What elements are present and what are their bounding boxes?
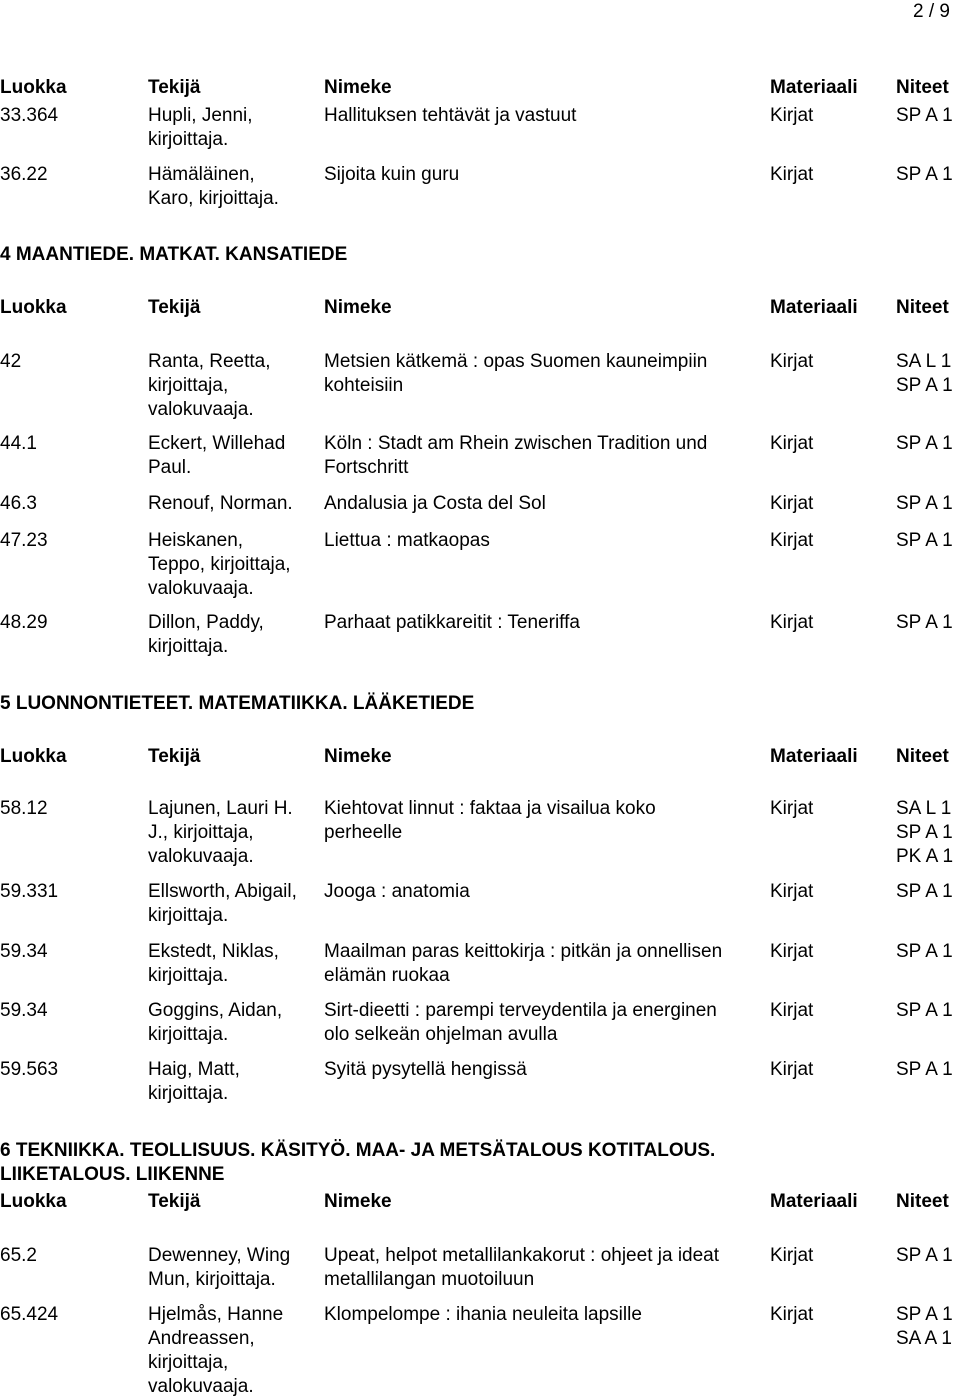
row-tekija: kirjoittaja. (148, 1024, 229, 1045)
row-luokka: 59.331 (0, 881, 59, 902)
row-nimeke: Hallituksen tehtävät ja vastuut (324, 105, 577, 126)
column-header-nimeke: Nimeke (324, 297, 392, 318)
row-nimeke: Jooga : anatomia (324, 881, 470, 902)
row-tekija: Mun, kirjoittaja. (148, 1269, 276, 1290)
row-tekija: Lajunen, Lauri H. (148, 798, 293, 819)
row-tekija: valokuvaaja. (148, 1376, 254, 1397)
row-tekija: Heiskanen, (148, 530, 244, 551)
row-luokka: 59.34 (0, 941, 48, 962)
column-header-niteet: Niteet (896, 77, 949, 98)
page-number: 2 / 9 (913, 1, 950, 22)
row-nimeke: Sirt-dieetti : parempi terveydentila ja energinen (324, 1000, 717, 1021)
column-header-nimeke: Nimeke (324, 746, 392, 767)
row-materiaali: Kirjat (770, 941, 814, 962)
row-nimeke: perheelle (324, 822, 403, 843)
row-nimeke: metallilangan muotoiluun (324, 1269, 535, 1290)
row-materiaali: Kirjat (770, 105, 814, 126)
row-nimeke: Köln : Stadt am Rhein zwischen Tradition und (324, 433, 708, 454)
row-materiaali: Kirjat (770, 1059, 814, 1080)
row-nimeke: Kiehtovat linnut : faktaa ja visailua koko (324, 798, 656, 819)
column-header-luokka: Luokka (0, 297, 67, 318)
row-tekija: Dewenney, Wing (148, 1245, 291, 1266)
row-tekija: Paul. (148, 457, 192, 478)
row-tekija: Hämäläinen, (148, 164, 255, 185)
section-title: 4 MAANTIEDE. MATKAT. KANSATIEDE (0, 244, 348, 265)
row-luokka: 59.563 (0, 1059, 59, 1080)
row-luokka: 46.3 (0, 493, 37, 514)
column-header-tekija: Tekijä (148, 77, 201, 98)
row-tekija: Goggins, Aidan, (148, 1000, 283, 1021)
row-niteet: SP A 1 (896, 1304, 953, 1325)
row-nimeke: Syitä pysytellä hengissä (324, 1059, 527, 1080)
row-nimeke: Parhaat patikkareitit : Teneriffa (324, 612, 580, 633)
row-niteet: SP A 1 (896, 530, 953, 551)
row-tekija: valokuvaaja. (148, 578, 254, 599)
column-header-nimeke: Nimeke (324, 1191, 392, 1212)
row-luokka: 47.23 (0, 530, 48, 551)
section-title: 6 TEKNIIKKA. TEOLLISUUS. KÄSITYÖ. MAA- JA METSÄTALOUS KOTITALOUS. (0, 1140, 716, 1161)
column-header-tekija: Tekijä (148, 297, 201, 318)
row-materiaali: Kirjat (770, 1245, 814, 1266)
row-tekija: valokuvaaja. (148, 846, 254, 867)
row-nimeke: Upeat, helpot metallilankakorut : ohjeet ja ideat (324, 1245, 720, 1266)
row-niteet: SP A 1 (896, 164, 953, 185)
column-header-niteet: Niteet (896, 1191, 949, 1212)
row-materiaali: Kirjat (770, 164, 814, 185)
row-nimeke: Andalusia ja Costa del Sol (324, 493, 546, 514)
section-title: LIIKETALOUS. LIIKENNE (0, 1164, 225, 1185)
row-niteet: SP A 1 (896, 881, 953, 902)
row-niteet: SP A 1 (896, 822, 953, 843)
column-header-niteet: Niteet (896, 297, 949, 318)
row-materiaali: Kirjat (770, 433, 814, 454)
row-niteet: SP A 1 (896, 433, 953, 454)
row-niteet: SP A 1 (896, 1000, 953, 1021)
row-tekija: Hjelmås, Hanne (148, 1304, 284, 1325)
row-tekija: kirjoittaja. (148, 905, 229, 926)
row-materiaali: Kirjat (770, 612, 814, 633)
row-luokka: 44.1 (0, 433, 37, 454)
row-tekija: kirjoittaja. (148, 1083, 229, 1104)
row-nimeke: Sijoita kuin guru (324, 164, 460, 185)
row-materiaali: Kirjat (770, 1000, 814, 1021)
row-materiaali: Kirjat (770, 798, 814, 819)
row-luokka: 36.22 (0, 164, 48, 185)
row-luokka: 48.29 (0, 612, 48, 633)
row-nimeke: Klompelompe : ihania neuleita lapsille (324, 1304, 642, 1325)
row-tekija: kirjoittaja. (148, 965, 229, 986)
column-header-luokka: Luokka (0, 77, 67, 98)
row-tekija: Andreassen, (148, 1328, 255, 1349)
row-niteet: SP A 1 (896, 1245, 953, 1266)
row-nimeke: Metsien kätkemä : opas Suomen kauneimpiin (324, 351, 708, 372)
row-luokka: 58.12 (0, 798, 48, 819)
row-nimeke: kohteisiin (324, 375, 404, 396)
row-tekija: Haig, Matt, (148, 1059, 240, 1080)
column-header-materiaali: Materiaali (770, 77, 858, 98)
row-tekija: kirjoittaja, (148, 1352, 229, 1373)
row-nimeke: Fortschritt (324, 457, 409, 478)
row-materiaali: Kirjat (770, 1304, 814, 1325)
row-materiaali: Kirjat (770, 493, 814, 514)
row-materiaali: Kirjat (770, 530, 814, 551)
row-tekija: valokuvaaja. (148, 399, 254, 420)
row-nimeke: olo selkeän ohjelman avulla (324, 1024, 558, 1045)
column-header-materiaali: Materiaali (770, 297, 858, 318)
row-nimeke: Liettua : matkaopas (324, 530, 490, 551)
row-tekija: kirjoittaja. (148, 129, 229, 150)
column-header-luokka: Luokka (0, 746, 67, 767)
column-header-nimeke: Nimeke (324, 77, 392, 98)
column-header-tekija: Tekijä (148, 746, 201, 767)
column-header-niteet: Niteet (896, 746, 949, 767)
section-title: 5 LUONNONTIETEET. MATEMATIIKKA. LÄÄKETIEDE (0, 693, 475, 714)
row-tekija: Hupli, Jenni, (148, 105, 253, 126)
column-header-materiaali: Materiaali (770, 1191, 858, 1212)
row-niteet: SP A 1 (896, 941, 953, 962)
row-niteet: SP A 1 (896, 1059, 953, 1080)
row-tekija: Dillon, Paddy, (148, 612, 264, 633)
row-niteet: PK A 1 (896, 846, 954, 867)
column-header-tekija: Tekijä (148, 1191, 201, 1212)
row-materiaali: Kirjat (770, 881, 814, 902)
row-tekija: Ranta, Reetta, (148, 351, 271, 372)
row-tekija: J., kirjoittaja, (148, 822, 254, 843)
row-nimeke: Maailman paras keittokirja : pitkän ja onnellisen (324, 941, 723, 962)
row-niteet: SP A 1 (896, 493, 953, 514)
row-luokka: 59.34 (0, 1000, 48, 1021)
row-tekija: Ekstedt, Niklas, (148, 941, 279, 962)
row-luokka: 33.364 (0, 105, 59, 126)
row-luokka: 42 (0, 351, 22, 372)
row-tekija: Teppo, kirjoittaja, (148, 554, 291, 575)
row-luokka: 65.2 (0, 1245, 37, 1266)
row-niteet: SA A 1 (896, 1328, 952, 1349)
row-tekija: Karo, kirjoittaja. (148, 188, 279, 209)
row-niteet: SA L 1 (896, 351, 952, 372)
row-niteet: SP A 1 (896, 375, 953, 396)
column-header-materiaali: Materiaali (770, 746, 858, 767)
row-materiaali: Kirjat (770, 351, 814, 372)
row-nimeke: elämän ruokaa (324, 965, 450, 986)
row-tekija: Ellsworth, Abigail, (148, 881, 297, 902)
row-tekija: Eckert, Willehad (148, 433, 286, 454)
row-tekija: Renouf, Norman. (148, 493, 293, 514)
row-tekija: kirjoittaja. (148, 636, 229, 657)
row-niteet: SA L 1 (896, 798, 952, 819)
row-niteet: SP A 1 (896, 105, 953, 126)
row-luokka: 65.424 (0, 1304, 59, 1325)
row-tekija: kirjoittaja, (148, 375, 229, 396)
column-header-luokka: Luokka (0, 1191, 67, 1212)
row-niteet: SP A 1 (896, 612, 953, 633)
